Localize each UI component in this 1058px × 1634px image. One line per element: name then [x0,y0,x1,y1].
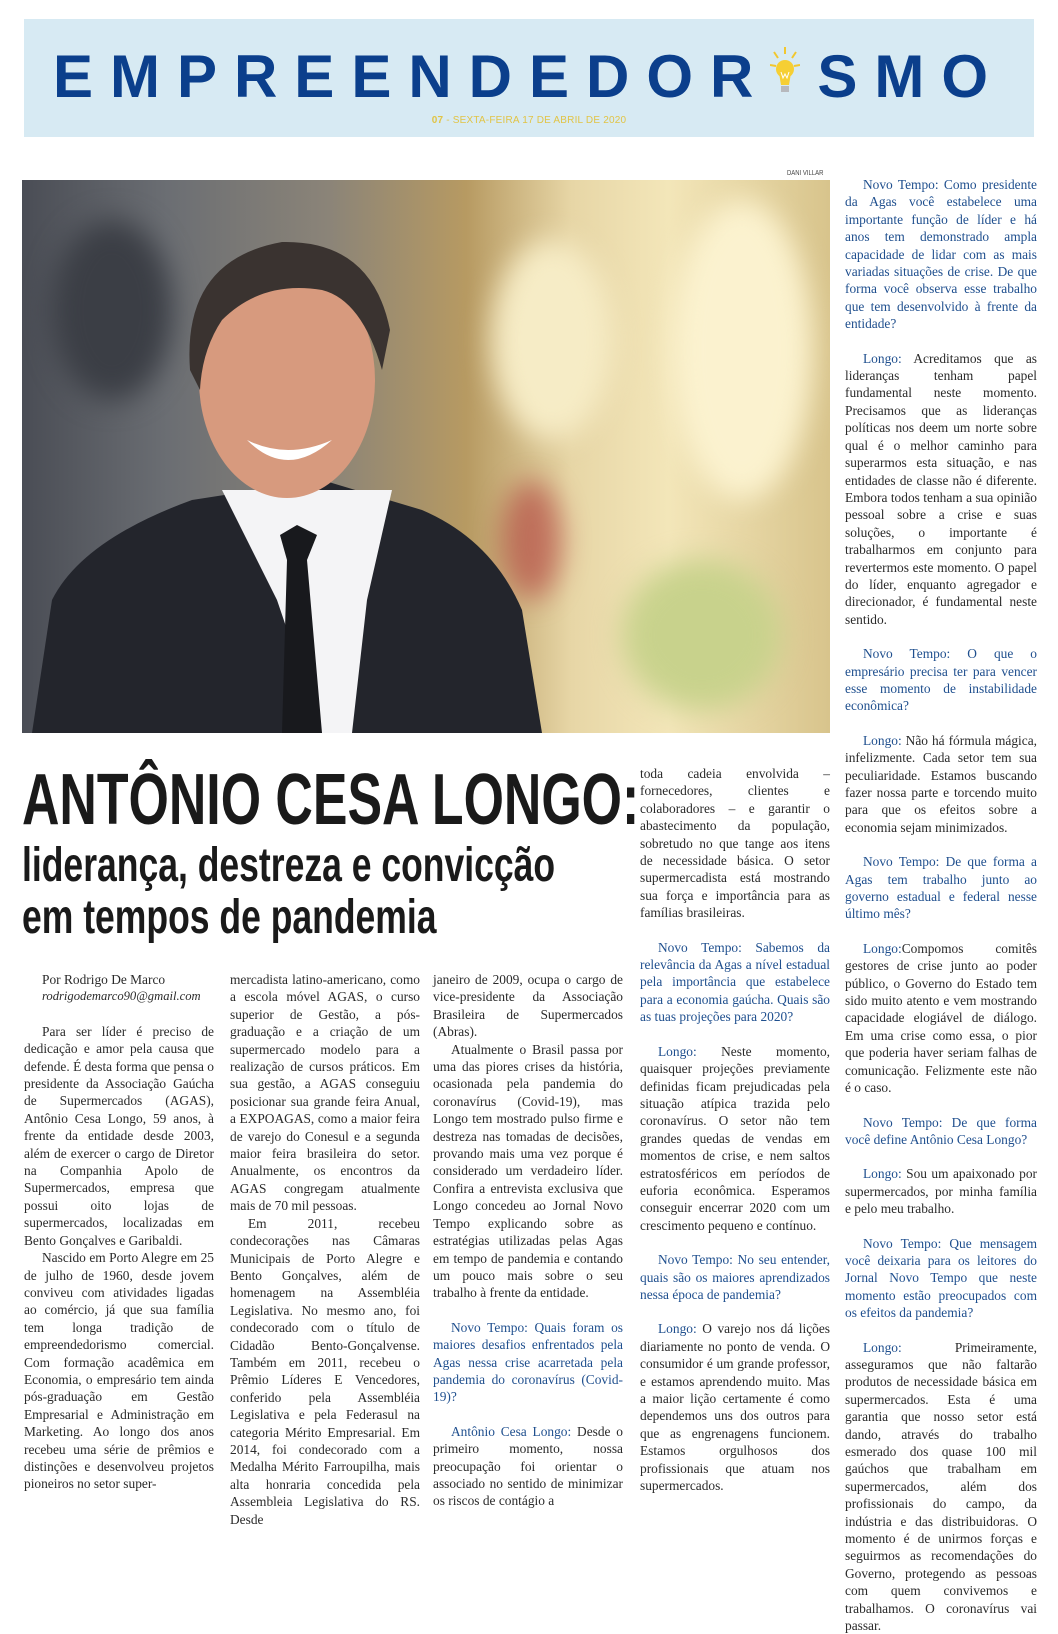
interview-column [845,176,1037,1634]
interview-answer [845,1165,1037,1217]
article-paragraph [24,1023,214,1249]
paragraph-text: Atualmente o Brasil passa por uma das piores crises da história, ocasionada pela pandemia do coronavírus (Covid-19), mas Longo tem mostrado pulso firme e destreza nas tomadas de decisões, provando mais uma vez porque é considerado um verdadeiro líder. Confira a entrevista exclusiva que Longo concedeu ao Jornal Novo Tempo explicando sobre as estratégias utilizadas pelas Agas em tempo de pandemia e contando um pouco mais sobre o seu trabalho à frente da entidade. [433,1041,623,1301]
photo-credit: DANI VILLAR [787,170,824,177]
article-column-4 [640,765,830,1494]
interview-question [640,1251,830,1303]
article-column-1 [24,971,214,1493]
interview-answer [640,1320,830,1494]
paragraph-text: toda cadeia envolvida – fornecedores, clientes e colaboradores – e garantir o abastecimento da população, sobretudo no que tange aos itens de necessidade básica. O setor supermercadista está mostrando sua força e importância para as famílias brasileiras. [640,766,830,921]
interview-question [845,1114,1037,1149]
paragraph-text: Novo Tempo: Sabemos da relevância da Agas a nível estadual pela importância que estabelece para a economia gaúcha. Quais são as tuas projeções para 2020? [640,939,830,1025]
article-paragraph [230,971,420,1215]
speaker-label: Longo: [658,1043,697,1059]
interview-question [845,176,1037,333]
section-title-part2: SMO [817,43,1006,110]
paragraph-text: Novo Tempo: De que forma a Agas tem trabalho junto ao governo estadual e federal nesse último mês? [845,854,1037,922]
interview-question [845,853,1037,923]
article-paragraph [24,1249,214,1493]
speaker-label: Antônio Cesa Longo: [451,1423,572,1439]
paragraph-text: Compomos comitês gestores de crise junto ao poder público, o Governo do Estado tem sido muito atento e vem mostrando capacidade elogiável de diálogo. Em uma crise como essa, o pior que poderia haver seriam falhas de comunicação. Felizmente este não é o caso. [845,940,1037,1096]
interview-question [640,939,830,1026]
paragraph-text: Sou um apaixonado por supermercados, por minha família e pelo meu trabalho. [845,1166,1037,1217]
paragraph-text: Neste momento, quaisquer projeções previamente definidas ficam prejudicadas pela situação atípica trazida pelo coronavírus. O setor não tem grandes quedas de vendas em momentos de crise, e nem saltos estratosféricos em períodos de euforia econômica. Esperamos conseguir encerrar 2020 com um crescimento pequeno e contínuo. [640,1043,830,1233]
interview-answer [845,732,1037,836]
lightbulb-icon [770,45,800,105]
paragraph-text: Novo Tempo: Como presidente da Agas você estabelece uma importante função de líder e há anos tem demonstrado ampla capacidade de lidar com as mais variadas situações de crise. De que forma você observa esse trabalho que tem desenvolvido à frente da entidade? [845,177,1037,332]
paragraph-text: Novo Tempo: No seu entender, quais são os maiores aprendizados nessa época de pandemia? [640,1252,830,1302]
article-column-3 [433,971,623,1510]
paragraph-text: mercadista latino-americano, como a escola móvel AGAS, o curso superior de Gestão, a pós-graduação e a criação de um supermercado modelo para a realização de cursos práticos. Em sua gestão, a AGAS conseguiu posicionar sua grande feira Anual, a EXPOAGAS, como a maior feira de varejo do Conesul e a segunda maior feira brasileira do setor. Anualmente, os encontros da AGAS congregam atualmente mais de 70 mil pessoas. [230,972,420,1214]
section-header [24,19,1034,137]
interview-answer [640,1043,830,1234]
article-paragraph [433,1041,623,1302]
interview-question [433,1319,623,1406]
speaker-label: Longo: [863,732,902,748]
page-number: 07 [431,115,444,126]
interview-question [845,1235,1037,1322]
article-column-2 [230,971,420,1528]
paragraph-text: Novo Tempo: De que forma você define Antônio Cesa Longo? [845,1114,1037,1147]
paragraph-text: Novo Tempo: Que mensagem você deixaria para os leitores do Jornal Novo Tempo que neste momento estão preocupados com os efeitos da pandemia? [845,1235,1037,1321]
article-paragraph [640,765,830,922]
byline-author: Por Rodrigo De Marco [42,972,166,987]
paragraph-text: Para ser líder é preciso de dedicação e amor pela causa que defende. É desta forma que pensa o presidente da Associação Gaúcha de Supermercados (AGAS), Antônio Cesa Longo, 59 anos, à frente da entidade desde 2003, além de exercer o cargo de Diretor na Companhia Apolo de Supermercados, empresa que possui oito lojas de supermercados, localizadas em Bento Gonçalves e Garibaldi. [24,1023,214,1248]
paragraph-text: O varejo nos dá lições diariamente no ponto de venda. O consumidor é um grande professor, e estamos aprendendo muito. Mas a maior lição certamente é como dependemos uns dos outros para que as engrenagens funcionem. Estamos orgulhosos dos profissionais que atuam nos supermercados. [640,1321,830,1494]
paragraph-text: Novo Tempo: O que o empresário precisa ter para vencer esse momento de instabilidade econômica? [845,646,1037,714]
paragraph-text: Acreditamos que as lideranças tenham papel fundamental neste momento. Precisamos que as lideranças políticas nos deem um norte sobre qual é o melhor caminho para superarmos esta situação, e nas entidades de classe não é diferente. Embora todos tenham a sua opinião pessoal sobre a crise e suas soluções, o importante é trabalharmos em conjunto para revertermos este momento. O papel do líder, enquanto agregador e direcionador, é fundamental neste sentido. [845,350,1037,627]
speaker-label: Longo: [863,1339,902,1355]
paragraph-text: Novo Tempo: Quais foram os maiores desafios enfrentados pela Agas nessa crise acarretada pela pandemia do coronavírus (Covid-19)? [433,1319,623,1405]
speaker-label: Longo: [863,940,902,956]
paragraph-text: Não há fórmula mágica, infelizmente. Cada setor tem sua peculiaridade. Estamos buscando fazer nossa parte e torcendo muito para que os efeitos sobre a economia sejam minimizados. [845,732,1037,835]
byline-email: rodrigodemarco90@gmail.com [42,989,201,1004]
interview-answer [845,350,1037,629]
interview-answer [433,1423,623,1510]
headline-subtitle-line1: liderança, destreza e convicção [22,839,556,892]
headline-title: ANTÔNIO CESA LONGO: [22,760,640,840]
portrait-photo [22,180,830,733]
article-paragraph [433,971,623,1041]
speaker-label: Longo: [863,1166,902,1182]
speaker-label: Longo: [863,350,902,366]
interview-answer [845,1339,1037,1634]
paragraph-text: Primeiramente, asseguramos que não faltarão produtos de necessidade básica em supermercados. Esta é uma garantia que nosso setor está dando, através do trabalho esmerado dos quase 100 mil gaúchos que trabalham em supermercados, além dos profissionais do campo, da indústria e das distribuidoras. O momento é de unirmos forças e seguirmos as recomendações do Governo, protegendo as pessoas com quem convivemos e trabalhamos. O coronavírus vai passar. [845,1339,1037,1634]
paragraph-text: Em 2011, recebeu condecorações nas Câmaras Municipais de Porto Alegre e Bento Gonçalves, além de homenagem na Assembléia Legislativa. No mesmo ano, foi condecorado com o título de Cidadão Bento-Gonçalvense. Também em 2011, recebeu o Prêmio Líderes E Vencedores, conferido pela Assembléia Legislativa e pela Federasul na categoria Mérito Empresarial. Em 2014, foi condecorado com a Medalha Mérito Farroupilha, mais alta honraria concedida pela Assembleia Legislativa do RS. Desde [230,1215,420,1527]
page-date-line [24,115,1034,126]
publication-date: - SEXTA-FEIRA 17 DE ABRIL DE 2020 [443,115,627,126]
paragraph-text: Nascido em Porto Alegre em 25 de julho de 1960, desde jovem conviveu com atividades ligadas ao comércio, já que sua família tem longa tradição de empreendedorismo comercial. Com formação acadêmica em Economia, o empresário tem ainda pós-graduação em Gestão Empresarial e Administração em Marketing. Ao longo dos anos recebeu uma série de prêmios e distinções e desenvolveu projetos pioneiros no setor super- [24,1250,214,1492]
headline-subtitle-line2: em tempos de pandemia [22,891,437,944]
paragraph-text: janeiro de 2009, ocupa o cargo de vice-presidente da Associação Brasileira de Supermercados (Abras). [433,972,623,1040]
article-paragraph [230,1215,420,1528]
speaker-label: Longo: [658,1321,697,1337]
interview-answer [845,940,1037,1097]
interview-question [845,645,1037,715]
section-title [24,45,1034,109]
section-title-part1: EMPREENDEDOR [52,43,771,110]
paragraph-text: Desde o primeiro momento, nossa preocupação foi orientar o associado no sentido de minimizar os riscos de contágio a [433,1423,623,1509]
